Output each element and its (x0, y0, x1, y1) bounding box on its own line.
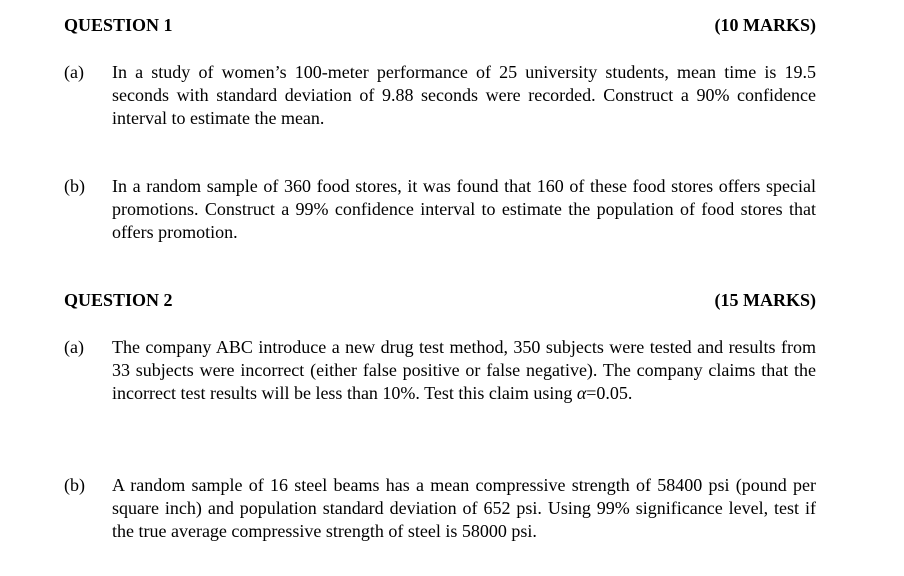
part-label: (a) (64, 337, 84, 357)
question-2-marks: (15 MARKS) (714, 290, 816, 310)
alpha-symbol: α (576, 383, 587, 403)
question-1-marks: (10 MARKS) (714, 15, 816, 35)
part-text: In a random sample of 360 food stores, it was found that 160 of these food stores offers special promotions. Construct a 99% confidence interval to estimate the population of food stores that offers promotion. (112, 176, 816, 242)
question-1-title: QUESTION 1 (64, 15, 173, 35)
part-text: A random sample of 16 steel beams has a mean compressive strength of 58400 psi (pound per square inch) and population standard deviation of 652 psi. Using 99% significance level, test if the true average compressive strength of steel is 58000 psi. (112, 475, 816, 541)
part-label: (b) (64, 176, 85, 196)
part-text: In a study of women’s 100-meter performance of 25 university students, mean time is 19.5 seconds with standard deviation of 9.88 seconds were recorded. Construct a 90% confidence interval to estimate the mean. (112, 62, 816, 128)
part-label: (a) (64, 62, 84, 82)
part-text-body: The company ABC introduce a new drug test method, 350 subjects were tested and results from 33 subjects were incorrect (either false positive or false negative). The company claims that the incorrect test results will be less than 10%. Test this claim using (112, 337, 816, 403)
question-2-title: QUESTION 2 (64, 290, 173, 310)
part-text (112, 336, 816, 405)
part-label: (b) (64, 475, 85, 495)
alpha-value: =0.05. (586, 383, 633, 403)
